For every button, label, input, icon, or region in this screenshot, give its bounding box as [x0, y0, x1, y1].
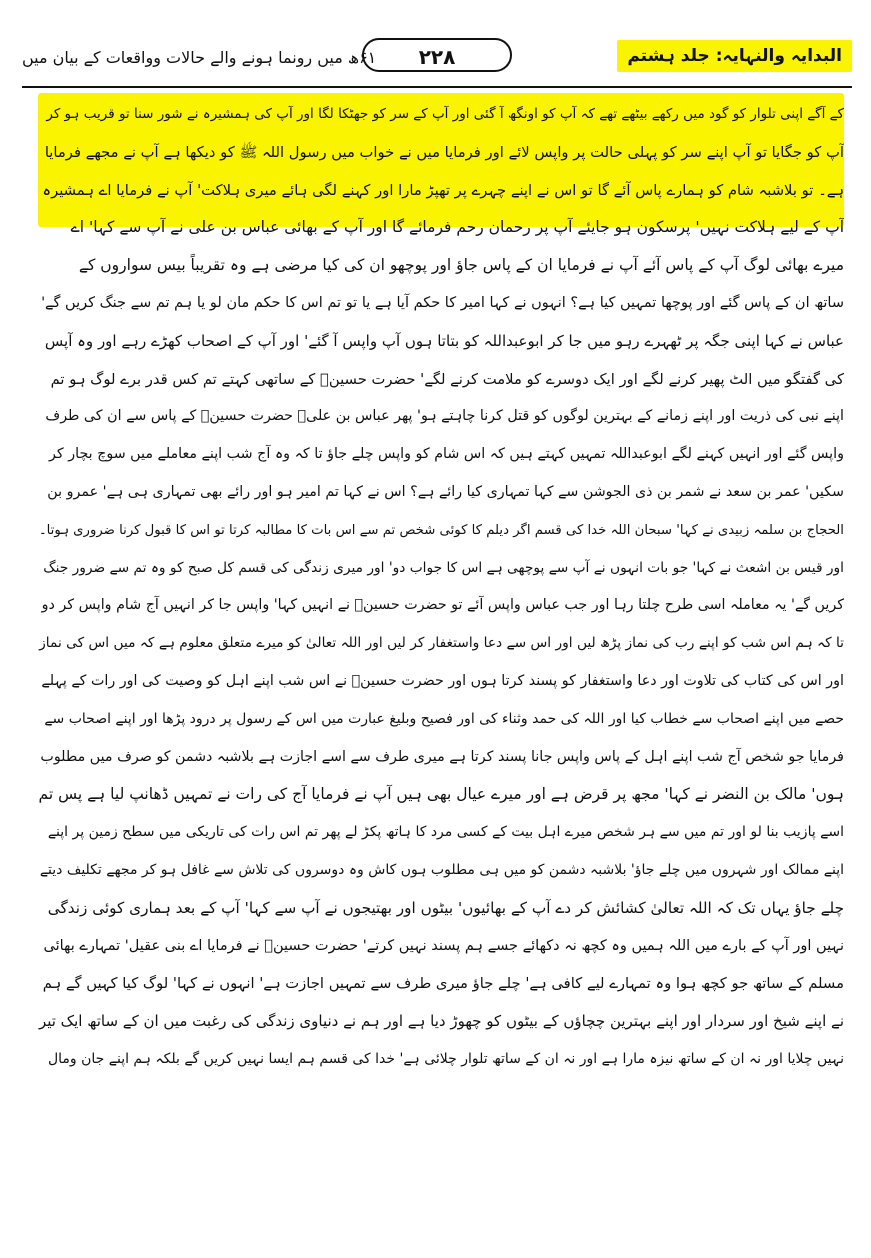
text-line: میرے بھائی لوگ آپ کے پاس آئے آپ نے فرمایا ان کے پاس جاؤ اور پوچھو ان کی کیا مرضی ہے وہ تقریباً بیس سواروں کے — [78, 256, 844, 275]
book-title: البدایہ والنہایہ: جلد ہشتم — [617, 40, 852, 72]
text-line: اور اس کی کتاب کی تلاوت اور دعا واستغفار کو پسند کرتا ہوں اور حضرت حسینؓ نے اس شب اپنے اہل کو وصیت کی اور رات کے پہلے — [41, 672, 844, 689]
text-line: آپ کو جگایا تو آپ اپنے سر کو پہلی حالت پر واپس لائے اور فرمایا میں نے خواب میں رسول اللہ ﷺ کو دیکھا ہے آپ نے مجھے فرمایا — [44, 143, 844, 161]
text-line: نہیں چلایا اور نہ ان کے ساتھ نیزہ مارا ہے اور نہ ان کے ساتھ تلوار چلائی ہے' خدا کی قسم ہم ایسا نہیں کریں گے بلکہ ہم اپنے جان ومال — [47, 1050, 844, 1067]
text-line: نہیں اور آپ کے بارے میں اللہ ہمیں وہ کچھ نہ دکھائے جسے ہم پسند نہیں کرتے' حضرت حسینؓ نے فرمایا اے بنی عقیل' تمہارے بھائی — [43, 937, 844, 954]
text-line: کریں گے' یہ معاملہ اسی طرح چلتا رہا اور جب عباس واپس آئے تو حضرت حسینؓ نے انہیں کہا' واپس جا کر انہیں آج شام واپس کر دو — [41, 597, 844, 614]
body-text — [38, 96, 844, 1079]
text-line: اسے پازیب بنا لو اور تم میں سے ہر شخص میرے اہل بیت کے کسی مرد کا ہاتھ پکڑ لے پھر تم اس رات کی تاریکی میں سطح زمین پر اپنے — [47, 824, 844, 841]
text-line: ہوں' مالک بن النضر نے کہا' مجھ پر قرض ہے اور میرے عیال بھی ہیں آپ نے فرمایا آج کی رات نے تمہیں ڈھانپ لیا ہے پس تم — [38, 785, 844, 804]
chapter-title: ۶۱ھ میں رونما ہونے والے حالات وواقعات کے بیان میں — [22, 48, 377, 67]
page-number: ۲۲۸ — [362, 38, 512, 72]
text-line: فرمایا جو شخص آج شب اپنے اہل کے پاس واپس جانا پسند کرتا ہے میری طرف سے اسے اجازت ہے بلاشبہ دشمن کو صرف میں مطلوب — [40, 748, 844, 765]
text-line: واپس گئے اور انہیں کہنے لگے ابوعبداللہ تمہیں کہتے ہیں کہ اس شام کو واپس چلے جاؤ تا کہ وہ آج شب اپنے معاملے میں سوچ بچار کر — [49, 446, 844, 463]
text-line: اور قیس بن اشعث نے کہا' جو بات انہوں نے آپ سے پوچھی ہے اس کا جواب دو' اور میری زندگی کی قسم کل صبح کو وہ تم سے ضرور جنگ — [43, 559, 844, 576]
text-line: کے آگے اپنی تلوار کو گود میں رکھے بیٹھے تھے کہ آپ کو اونگھ آ گئی اور آپ کے سر کو جھٹکا لگا اور آپ کی ہمشیرہ نے شور سنا تو قریب ہو کر — [46, 106, 844, 122]
text-line: مسلم کے ساتھ جو کچھ ہوا وہ تمہارے لیے کافی ہے' چلے جاؤ میری طرف سے تمہیں اجازت ہے' انہوں نے کہا' لوگ کیا کہیں گے ہم — [42, 975, 844, 993]
text-line: عباس نے کہا اپنی جگہ پر ٹھہرے رہو میں جا کر ابوعبداللہ کو بتاتا ہوں آپ واپس آ گئے' اور آپ کے اصحاب کھڑے رہے اور وہ آپس — [44, 331, 844, 350]
text-line: چلے جاؤ یہاں تک کہ اللہ تعالیٰ کشائش کر دے آپ کے بھائیوں' بیٹوں اور بھتیجوں نے آپ سے کہا' آپ کے بعد ہماری کوئی زندگی — [47, 898, 844, 917]
text-line: ساتھ ان کے پاس گئے اور پوچھا تمہیں کیا ہے؟ انہوں نے کہا امیر کا حکم آیا ہے یا تو تم اس کا حکم مان لو یا ہم تم سے جنگ کریں گے' — [41, 294, 844, 311]
text-line: تا کہ ہم اس شب کو اپنے رب کی نماز پڑھ لیں اور اس سے دعا واستغفار کر لیں اور اللہ تعالیٰ کو میرے متعلق معلوم ہے کہ میں اس کی نماز — [39, 635, 844, 652]
text-line: سکیں' عمر بن سعد نے شمر بن ذی الجوشن سے کہا تمہاری کیا رائے ہے؟ اس نے کہا تم امیر ہو اور رائے بھی تمہاری ہی ہے' عمرو بن — [47, 483, 844, 500]
text-line: کی گفتگو میں الٹ پھیر کرنے لگے اور ایک دوسرے کو ملامت کرنے لگے' حضرت حسینؓ کے ساتھی کہتے تم کس قدر برے لوگ ہو تم — [50, 370, 844, 388]
header-divider — [22, 86, 852, 88]
text-line: ہے۔ تو بلاشبہ شام کو ہمارے پاس آئے گا تو اس نے اپنے چہرے پر تھپڑ مارا اور کہنے لگی ہائے میری ہلاکت' آپ نے فرمایا اے ہمشیرہ — [42, 181, 844, 199]
text-line: نے اپنے شیخ اور سردار اور اپنے بہترین چچاؤں کے بیٹوں کو چھوڑ دیا ہے اور ہم نے دنیاوی زندگی کی رغبت میں ان کے ساتھ ایک تیر — [38, 1012, 844, 1031]
text-line: الحجاج بن سلمہ زبیدی نے کہا' سبحان اللہ خدا کی قسم اگر دیلم کا کوئی شخص تم سے اس بات کا مطالبہ کرتا تو اس کا قبول کرنا ضروری ہوتا۔ — [38, 522, 844, 538]
page-header — [22, 38, 852, 86]
text-line: حصے میں اپنے اصحاب سے خطاب کیا اور اللہ کی حمد وثناء کی اور فصیح وبلیغ عبارت میں اس کے رسول پر درود پڑھا اور اپنے اصحاب سے — [44, 710, 844, 727]
text-line: اپنے ممالک اور شہروں میں چلے جاؤ' بلاشبہ دشمن کو میں ہی مطلوب ہوں کاش وہ دوسروں کی تلاش سے غافل ہو کر مجھے تکلیف دیتے — [39, 861, 844, 878]
text-line: آپ کے لیے ہلاکت نہیں' پرسکون ہو جایئے آپ پر رحمان رحم فرمائے گا اور آپ کے بھائی عباس بن علی نے آپ سے کہا' اے — [70, 218, 844, 237]
text-line: اپنے نبی کی ذریت اور اپنے زمانے کے بہترین لوگوں کو قتل کرنا چاہتے ہو' پھر عباس بن علیؓ حضرت حسینؓ کے پاس سے ان کی طرف — [45, 408, 844, 425]
